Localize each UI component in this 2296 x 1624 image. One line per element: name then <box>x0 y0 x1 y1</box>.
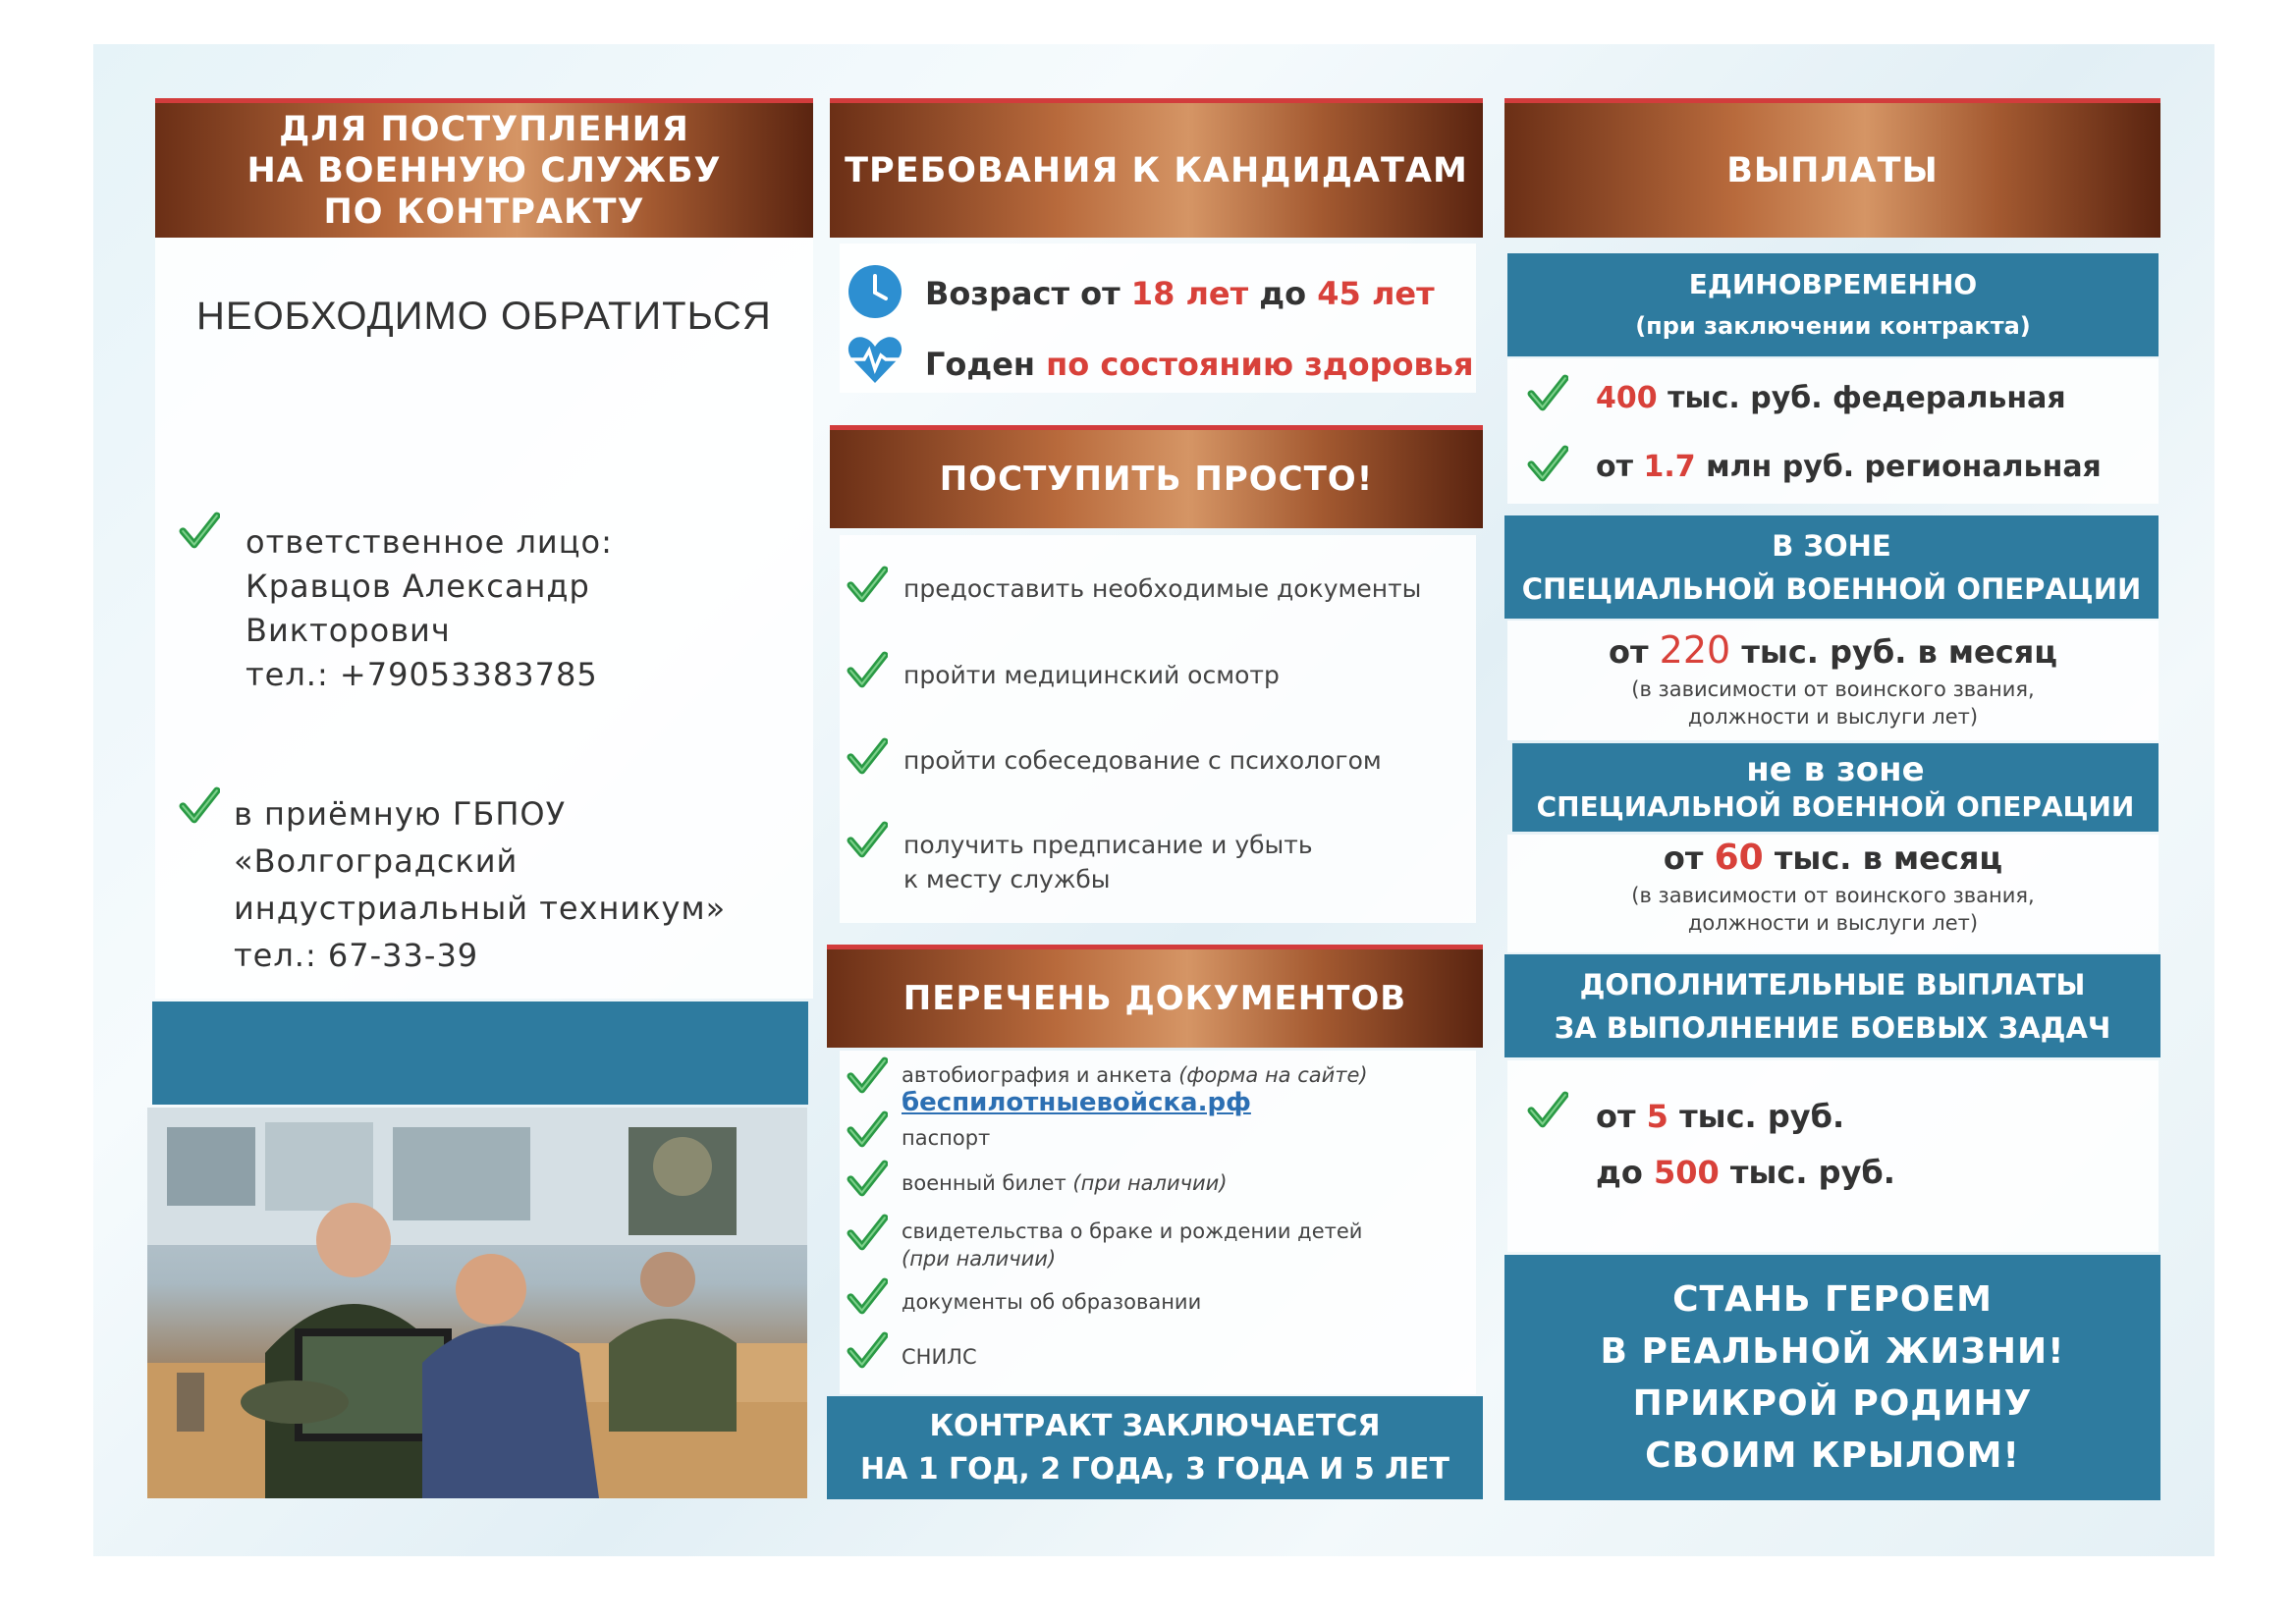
health-label: Годен <box>925 346 1036 383</box>
outside-zone-pay-amount: 60 <box>1714 838 1764 878</box>
extra-min-text: тыс. руб. <box>1679 1098 1845 1135</box>
check-icon <box>1527 444 1568 485</box>
svo-zone-note <box>1507 676 2159 731</box>
outside-zone-header <box>1512 743 2159 832</box>
doc-certificates-text: свидетельства о браке и рождении детей <box>902 1219 1363 1243</box>
federal-payment <box>1596 381 2066 415</box>
doc-military-id-text: военный билет <box>902 1171 1066 1195</box>
doc-education: документы об образовании <box>902 1290 1202 1314</box>
slogan-panel <box>1504 1255 2160 1500</box>
step-orders-line2: к месту службы <box>903 865 1111 893</box>
one-time-title: ЕДИНОВРЕМЕННО <box>1688 267 1978 300</box>
docs-header: ПЕРЕЧЕНЬ ДОКУМЕНТОВ <box>827 945 1483 1048</box>
svo-zone-line1: В ЗОНЕ <box>1772 528 1891 563</box>
check-icon <box>847 736 888 778</box>
one-time-subtitle: (при заключении контракта) <box>1635 311 2031 340</box>
doc-autobiography-text: автобиография и анкета <box>902 1063 1173 1087</box>
clock-icon <box>847 263 903 320</box>
svo-zone-pay-prefix: от <box>1609 633 1649 671</box>
extra-payments-header <box>1504 954 2160 1057</box>
col3-header: ВЫПЛАТЫ <box>1504 98 2160 238</box>
doc-military-id <box>902 1171 1228 1195</box>
extra-payment-max <box>1596 1154 1895 1191</box>
check-icon <box>847 1110 888 1151</box>
extra-max-text: тыс. руб. <box>1729 1154 1895 1191</box>
slogan-line2: В РЕАЛЬНОЙ ЖИЗНИ! <box>1600 1331 2065 1372</box>
outside-zone-pay-text: тыс. в месяц <box>1774 839 2003 877</box>
regional-prefix: от <box>1596 450 1633 484</box>
slogan-line4: СВОИМ КРЫЛОМ! <box>1645 1435 2020 1476</box>
contact-office-phone: тел.: 67-33-39 <box>234 937 479 974</box>
outside-zone-note-line2: должности и выслуги лет) <box>1687 911 1979 935</box>
check-icon <box>179 785 220 827</box>
health-requirement <box>925 346 1474 383</box>
heart-pulse-icon <box>845 332 905 387</box>
extra-payments-line1: ДОПОЛНИТЕЛЬНЫЕ ВЫПЛАТЫ <box>1579 967 2086 1001</box>
outside-zone-pay <box>1507 838 2159 878</box>
col2-header: ТРЕБОВАНИЯ К КАНДИДАТАМ <box>830 98 1483 238</box>
check-icon <box>847 1213 888 1254</box>
doc-certificates <box>902 1218 1362 1272</box>
check-icon <box>847 565 888 606</box>
age-from-word: от <box>1080 275 1121 312</box>
recruitment-photo <box>147 1108 807 1498</box>
check-icon <box>847 1330 888 1372</box>
svo-zone-pay-amount: 220 <box>1659 628 1731 672</box>
one-time-payment-header <box>1507 253 2159 356</box>
slogan-line1: СТАНЬ ГЕРОЕМ <box>1672 1279 1993 1320</box>
extra-payments-line2: ЗА ВЫПОЛНЕНИЕ БОЕВЫХ ЗАДАЧ <box>1554 1010 2111 1045</box>
col1-header-line2: НА ВОЕННУЮ СЛУЖБУ <box>246 150 722 190</box>
outside-zone-note-line1: (в зависимости от воинского звания, <box>1631 884 2035 907</box>
outside-zone-pay-prefix: от <box>1663 839 1704 877</box>
contract-terms-line2: НА 1 ГОД, 2 ГОДА, 3 ГОДА И 5 ЛЕТ <box>859 1451 1450 1487</box>
step-psychologist: пройти собеседование с психологом <box>903 746 1382 775</box>
check-icon <box>847 820 888 861</box>
col1-blue-band <box>152 1001 808 1105</box>
doc-certificates-note: (при наличии) <box>902 1247 1057 1271</box>
check-icon <box>847 1276 888 1318</box>
age-requirement <box>925 275 1435 312</box>
outside-zone-line2: СПЕЦИАЛЬНОЙ ВОЕННОЙ ОПЕРАЦИИ <box>1536 790 2135 823</box>
photo-scene <box>147 1108 807 1498</box>
age-to-word: до <box>1259 275 1307 312</box>
col1-header-line3: ПО КОНТРАКТУ <box>323 191 645 232</box>
contact-office-line1: в приёмную ГБПОУ <box>234 795 567 833</box>
check-icon <box>179 511 220 552</box>
contact-person-phone: тел.: +79053383785 <box>246 656 598 693</box>
check-icon <box>1527 1090 1568 1131</box>
contact-office <box>234 790 726 979</box>
extra-payment-min <box>1596 1098 1844 1135</box>
extra-max-prefix: до <box>1596 1154 1643 1191</box>
regional-amount: 1.7 <box>1643 450 1696 484</box>
contract-terms <box>827 1396 1483 1499</box>
col1-subtitle: НЕОБХОДИМО ОБРАТИТЬСЯ <box>196 295 772 338</box>
svo-zone-pay-text: тыс. руб. в месяц <box>1741 633 2057 671</box>
age-max: 45 лет <box>1317 275 1435 312</box>
federal-amount: 400 <box>1596 381 1658 415</box>
extra-min-prefix: от <box>1596 1098 1636 1135</box>
contact-office-line3: индустриальный техникум» <box>234 890 727 927</box>
contract-terms-line1: КОНТРАКТ ЗАКЛЮЧАЕТСЯ <box>929 1408 1381 1443</box>
doc-passport: паспорт <box>902 1126 991 1150</box>
check-icon <box>1527 373 1568 414</box>
regional-payment <box>1596 450 2102 484</box>
col1-header <box>155 98 813 238</box>
check-icon <box>847 1056 888 1097</box>
doc-snils: СНИЛС <box>902 1345 977 1369</box>
website-link[interactable]: беспилотныевойска.рф <box>902 1088 1251 1117</box>
age-label: Возраст <box>925 275 1069 312</box>
doc-autobiography-note: (форма на сайте) <box>1178 1063 1368 1087</box>
outside-zone-line1: не в зоне <box>1746 750 1925 789</box>
easy-header: ПОСТУПИТЬ ПРОСТО! <box>830 425 1483 528</box>
contact-person <box>246 520 613 697</box>
extra-max-amount: 500 <box>1653 1154 1720 1191</box>
svo-zone-line2: СПЕЦИАЛЬНОЙ ВОЕННОЙ ОПЕРАЦИИ <box>1521 571 2142 606</box>
svo-zone-header <box>1504 515 2159 619</box>
svo-zone-note-line1: (в зависимости от воинского звания, <box>1631 677 2035 701</box>
regional-text: млн руб. региональная <box>1706 450 2102 484</box>
step-orders-line1: получить предписание и убыть <box>903 831 1313 859</box>
federal-text: тыс. руб. федеральная <box>1667 381 2066 415</box>
contact-person-name: Кравцов Александр <box>246 568 590 605</box>
col1-header-line1: ДЛЯ ПОСТУПЛЕНИЯ <box>279 109 689 149</box>
step-orders <box>903 828 1313 896</box>
contact-person-role: ответственное лицо: <box>246 523 613 561</box>
outside-zone-note <box>1507 882 2159 937</box>
doc-military-id-note: (при наличии) <box>1072 1171 1228 1195</box>
check-icon <box>847 1159 888 1200</box>
step-documents: предоставить необходимые документы <box>903 574 1422 603</box>
doc-autobiography <box>902 1063 1368 1087</box>
svo-zone-pay <box>1507 628 2159 672</box>
svo-zone-note-line2: должности и выслуги лет) <box>1687 705 1979 729</box>
health-value: по состоянию здоровья <box>1046 346 1474 383</box>
slogan-line3: ПРИКРОЙ РОДИНУ <box>1632 1383 2033 1424</box>
check-icon <box>847 650 888 691</box>
age-min: 18 лет <box>1130 275 1249 312</box>
contact-office-line2: «Волгоградский <box>234 842 519 880</box>
extra-min-amount: 5 <box>1646 1098 1668 1135</box>
step-medical: пройти медицинский осмотр <box>903 661 1280 689</box>
contact-person-patronymic: Викторович <box>246 612 451 649</box>
